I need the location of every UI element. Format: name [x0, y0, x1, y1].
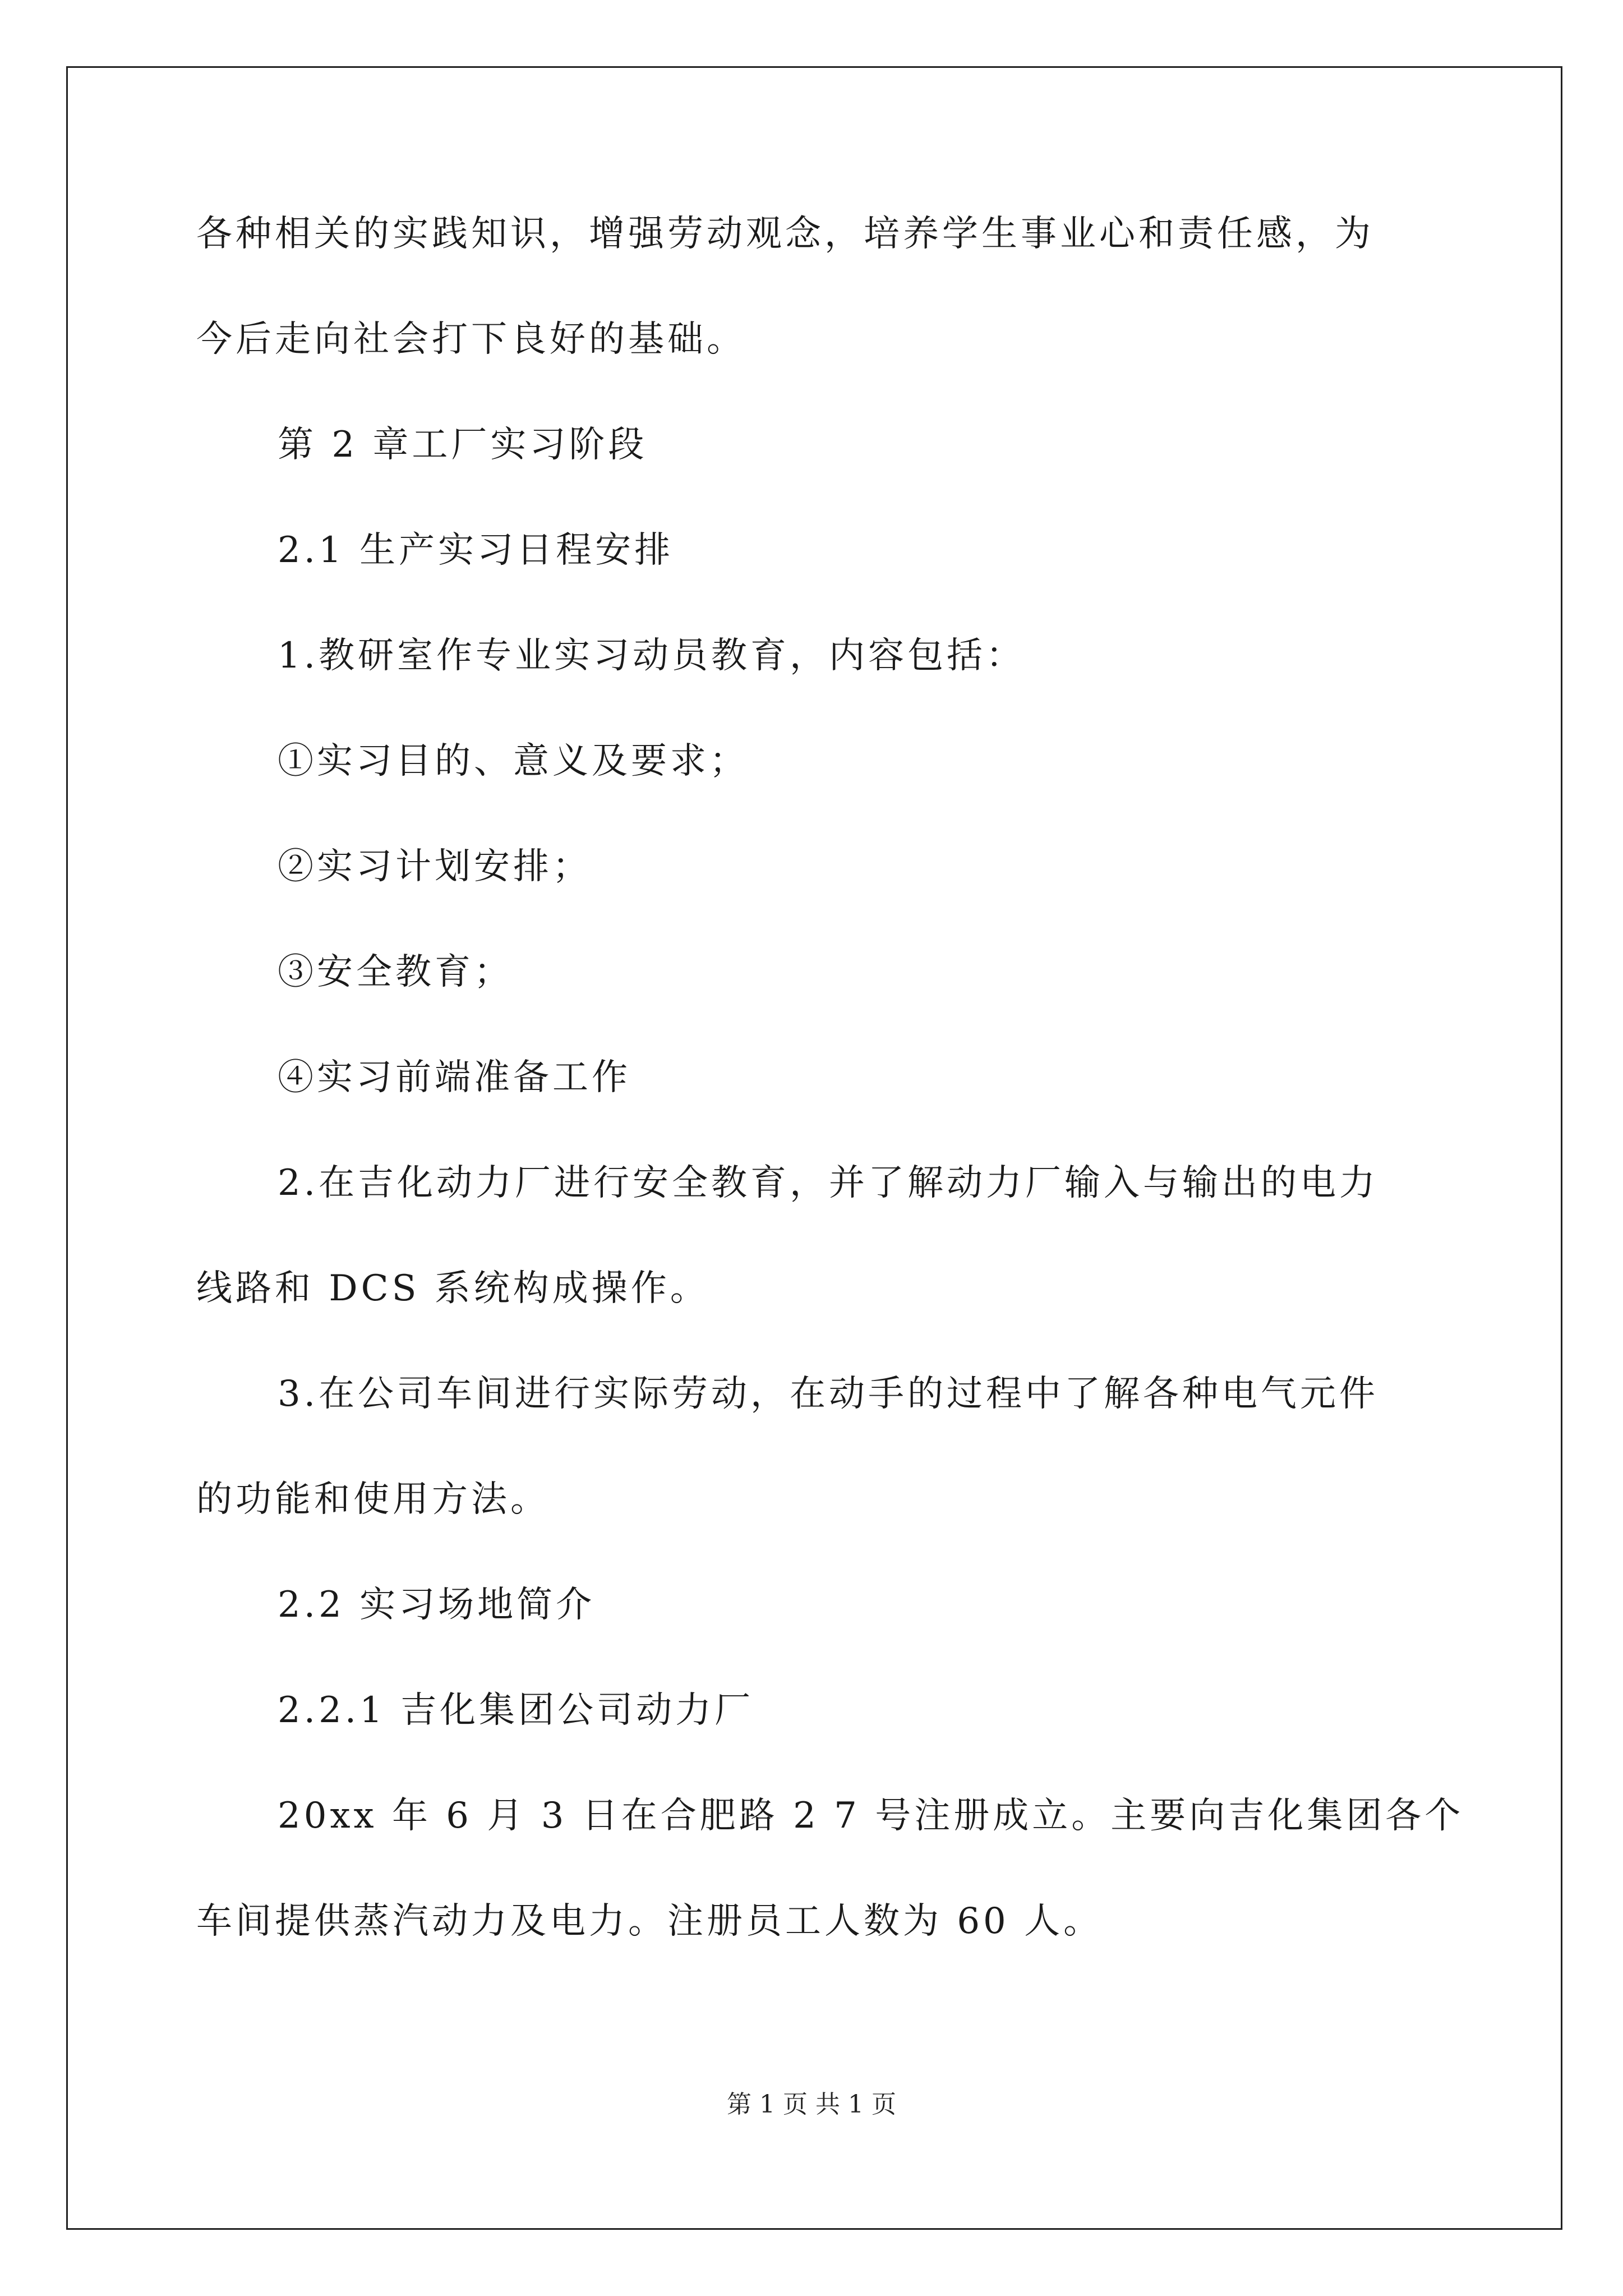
sub-list-item: ③安全教育；: [278, 951, 513, 993]
section-heading: 2.1 生产实习日程安排: [278, 530, 674, 571]
sub-list-item: ②实习计划安排；: [278, 846, 592, 887]
paragraph-line: 今后走向社会打下良好的基础。: [196, 319, 746, 360]
chapter-heading: 第 2 章工厂实习阶段: [278, 424, 648, 466]
paragraph-line: 20xx 年 6 月 3 日在合肥路 2 7 号注册成立。主要向吉化集团各个: [278, 1795, 1464, 1837]
paragraph-line: 线路和 DCS 系统构成操作。: [196, 1268, 709, 1309]
sub-list-item: ④实习前端准备工作: [278, 1057, 631, 1098]
paragraph-line: 车间提供蒸汽动力及电力。注册员工人数为 60 人。: [196, 1901, 1103, 1942]
list-item: 3.在公司车间进行实际劳动，在动手的过程中了解各种电气元件: [278, 1373, 1379, 1415]
list-item: 2.在吉化动力厂进行安全教育，并了解动力厂输入与输出的电力: [278, 1162, 1379, 1204]
paragraph-line: 各种相关的实践知识，增强劳动观念，培养学生事业心和责任感，为: [196, 213, 1374, 255]
section-heading: 2.2 实习场地简介: [278, 1584, 596, 1626]
subsection-heading: 2.2.1 吉化集团公司动力厂: [278, 1690, 754, 1731]
list-item: 1.教研室作专业实习动员教育，内容包括：: [278, 635, 1026, 677]
page-number-footer: 第 1 页 共 1 页: [727, 2090, 896, 2119]
sub-list-item: ①实习目的、意义及要求；: [278, 740, 749, 782]
paragraph-line: 的功能和使用方法。: [196, 1479, 550, 1520]
